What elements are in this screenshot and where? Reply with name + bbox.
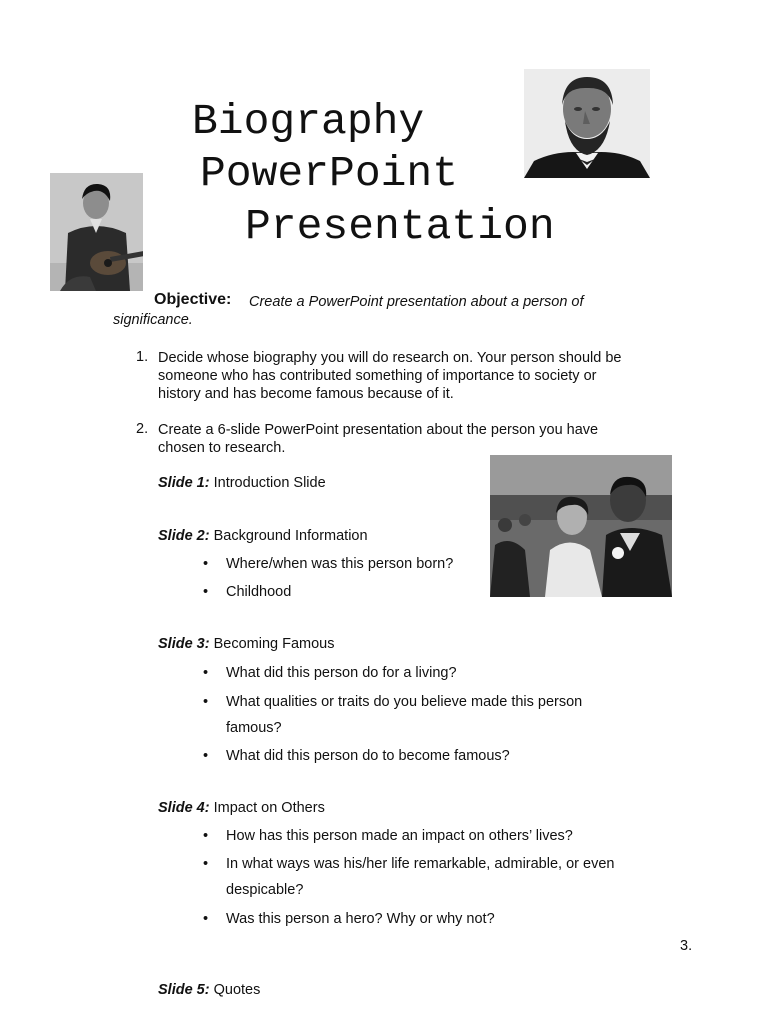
bullet-dot-icon: • (203, 911, 209, 927)
slide-3-bullet-1: • What did this person do for a living? (226, 660, 457, 686)
bullet-dot-icon: • (203, 828, 209, 844)
bullet-dot-icon: • (203, 694, 209, 710)
step-2-line-2: chosen to research. (158, 440, 286, 456)
slide-2-label: Slide 2: (158, 528, 210, 544)
step-1-line-3: history and has become famous because of it. (158, 386, 454, 402)
bullet-dot-icon: • (203, 556, 209, 572)
step-number-2: 2. (136, 421, 149, 437)
slide-1-label: Slide 1: (158, 475, 210, 491)
slide-2-bullet-2: • Childhood (226, 579, 291, 605)
slide-3-label: Slide 3: (158, 636, 210, 652)
slide-2-heading (158, 528, 368, 544)
slide-4-bullet-2: • In what ways was his/her life remarkable, admirable, or even (226, 851, 614, 877)
step-number-1: 1. (136, 349, 149, 365)
slide-3-bullet-3: • What did this person do to become famous? (226, 743, 510, 769)
bullet-dot-icon: • (203, 665, 209, 681)
slide-4-bullet-3: • Was this person a hero? Why or why not? (226, 906, 495, 932)
title-line-3: Presentation (245, 202, 555, 251)
objective-label: Objective: (154, 291, 232, 308)
bullet-dot-icon: • (203, 748, 209, 764)
slide-3-bullet-2: • What qualities or traits do you believe made this person (226, 689, 582, 715)
photo-left-man-with-guitar (50, 173, 143, 291)
slide-3-bullet-2-cont: famous? (226, 720, 282, 736)
slide-2-bullet-1: • Where/when was this person born? (226, 551, 453, 577)
slide-3-heading (158, 636, 335, 652)
portrait-photo-top-right (524, 69, 650, 178)
page-number: 3. (680, 938, 693, 954)
title-line-2: PowerPoint (200, 149, 459, 198)
slide-2-title: Background Information (213, 528, 368, 544)
slide-5-label: Slide 5: (158, 982, 210, 998)
slide-1-title: Introduction Slide (213, 475, 326, 491)
objective-text-line-2: significance. (113, 312, 193, 328)
step-2-line-1: Create a 6-slide PowerPoint presentation about the person you have (158, 422, 599, 438)
slide-4-bullet-1: • How has this person made an impact on others’ lives? (226, 823, 573, 849)
slide-5-title: Quotes (213, 982, 261, 998)
slide-4-title: Impact on Others (213, 800, 325, 816)
slide-5-heading (158, 982, 260, 998)
bullet-dot-icon: • (203, 584, 209, 600)
step-1-line-2: someone who has contributed something of importance to society or (158, 368, 597, 384)
title-line-1: Biography (192, 97, 425, 146)
bullet-dot-icon: • (203, 856, 209, 872)
slide-4-bullet-2-cont: despicable? (226, 882, 304, 898)
slide-4-heading (158, 800, 325, 816)
slide-4-label: Slide 4: (158, 800, 210, 816)
slide-1-heading (158, 475, 326, 491)
objective-text-line-1: Create a PowerPoint presentation about a person of (249, 294, 584, 310)
slide-3-title: Becoming Famous (213, 636, 335, 652)
photo-right-two-people (490, 455, 672, 597)
step-1-line-1: Decide whose biography you will do research on. Your person should be (158, 350, 622, 366)
